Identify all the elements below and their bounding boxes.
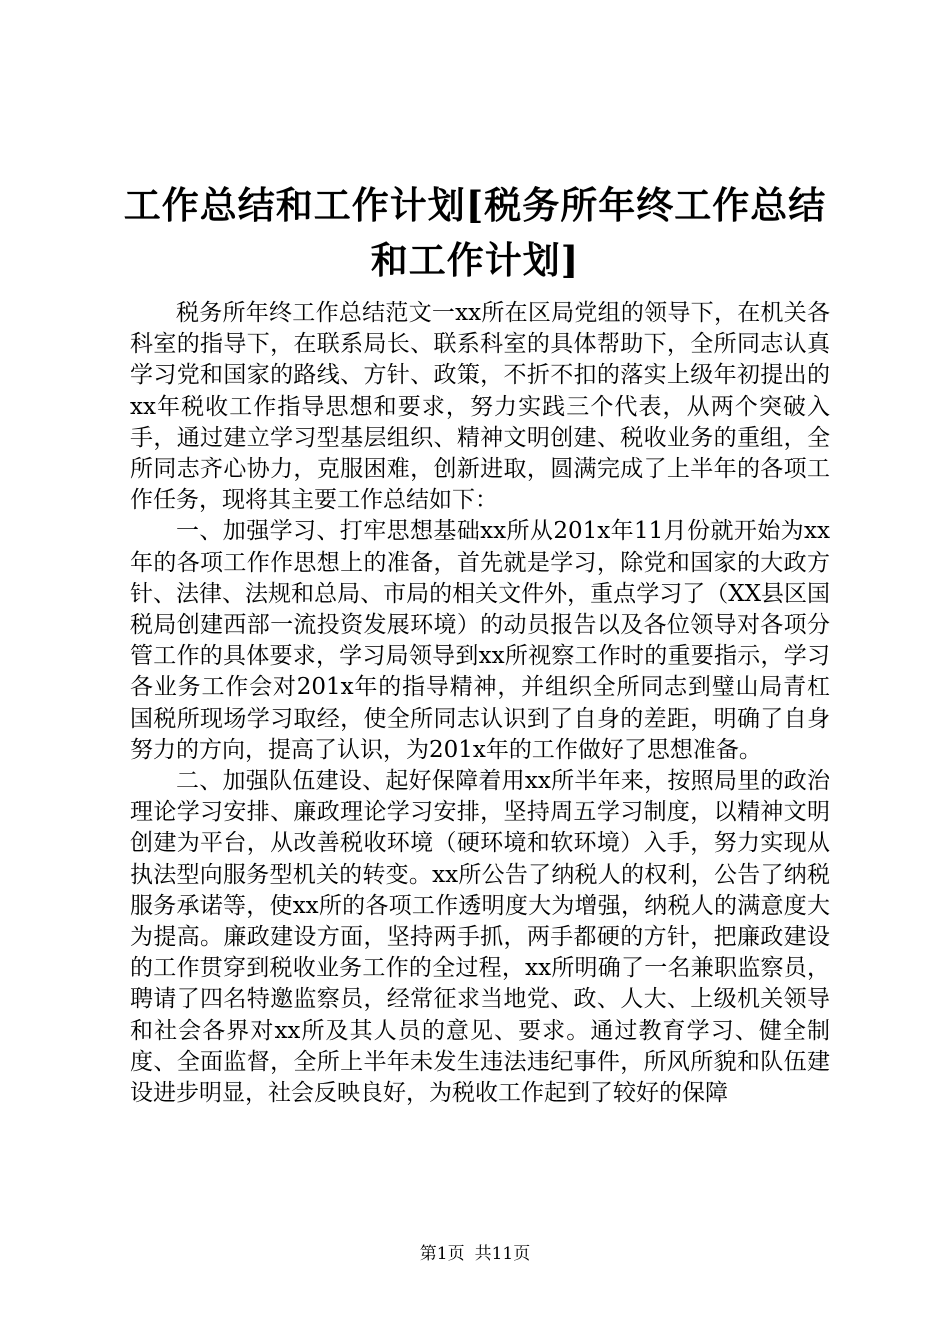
page-footer xyxy=(0,1242,950,1266)
page-total: 共11页 xyxy=(474,1244,531,1264)
paragraph-intro: 税务所年终工作总结范文一xx所在区局党组的领导下，在机关各科室的指导下，在联系局长、联系科室的具体帮助下，全所同志认真学习党和国家的路线、方针、政策，不折不扣的落实上级年初提出的xx年税收工作指导思想和要求，努力实践三个代表，从两个突破入手，通过建立学习型基层组织、精神文明创建、税收业务的重组，全所同志齐心协力，克服困难，创新进取，圆满完成了上半年的各项工作任务，现将其主要工作总结如下： xyxy=(130,300,830,514)
paragraph-section-1: 一、加强学习、打牢思想基础xx所从201x年11月份就开始为xx年的各项工作作思想上的准备，首先就是学习，除党和国家的大政方针、法律、法规和总局、市局的相关文件外，重点学习了（XX县区国税局创建西部一流投资发展环境）的动员报告以及各位领导对各项分管工作的具体要求，学习局领导到xx所视察工作时的重要指示，学习各业务工作会对201x年的指导精神，并组织全所同志到璧山局青杠国税所现场学习取经，使全所同志认识到了自身的差距，明确了自身努力的方向，提高了认识，为201x年的工作做好了思想准备。 xyxy=(130,518,830,763)
paragraph-section-2: 二、加强队伍建设、起好保障着用xx所半年来，按照局里的政治理论学习安排、廉政理论学习安排，坚持周五学习制度，以精神文明创建为平台，从改善税收环境（硬环境和软环境）入手，努力实现从执法型向服务型机关的转变。xx所公告了纳税人的权利，公告了纳税服务承诺等，使xx所的各项工作透明度大为增强，纳税人的满意度大为提高。廉政建设方面，坚持两手抓，两手都硬的方针，把廉政建设的工作贯穿到税收业务工作的全过程，xx所明确了一名兼职监察员，聘请了四名特邀监察员，经常征求当地党、政、人大、上级机关领导和社会各界对xx所及其人员的意见、要求。通过教育学习、健全制度、全面监督，全所上半年未发生违法违纪事件，所风所貌和队伍建设进步明显，社会反映良好，为税收工作起到了较好的保障 xyxy=(130,768,830,1107)
document-title: 工作总结和工作计划[税务所年终工作总结和工作计划] xyxy=(123,183,827,282)
document-body xyxy=(130,298,830,1109)
page-number: 第1页 xyxy=(419,1244,465,1264)
